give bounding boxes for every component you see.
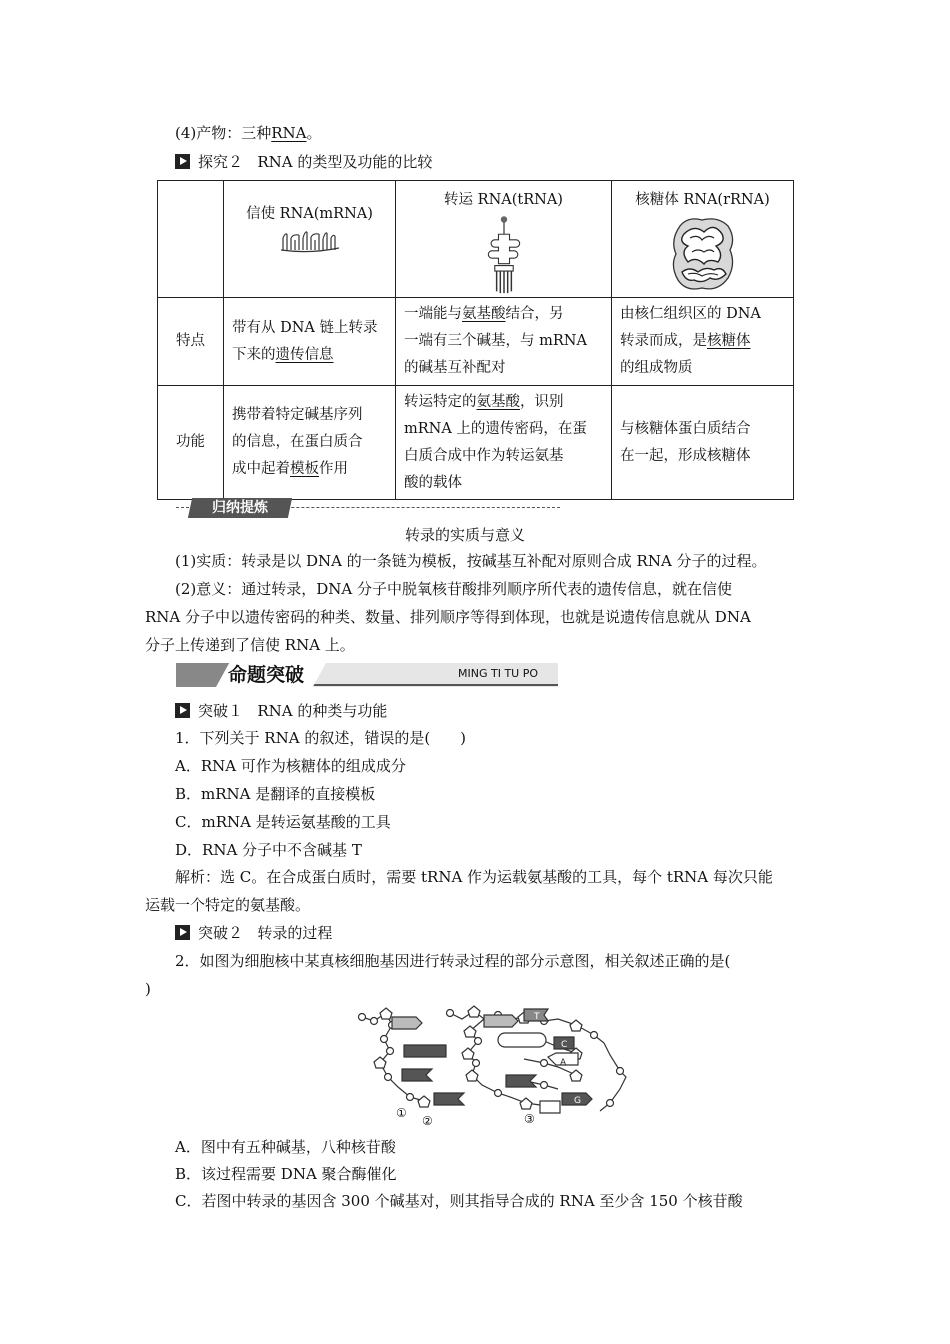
trna-header-cell: 转运 RNA(tRNA): [396, 181, 612, 298]
question1-analysis-line1: 解析：选 C。在合成蛋白质时，需要 tRNA 作为运载氨基酸的工具，每个 tRNA 每次只能: [175, 868, 773, 886]
rrna-header-cell: 核糖体 RNA(rRNA): [612, 181, 794, 298]
inquiry-heading: 探究２ RNA 的类型及功能的比较: [175, 151, 840, 173]
marker-2-label: ②: [422, 1114, 433, 1127]
question1-option-d: D．RNA 分子中不含碱基 T: [175, 841, 362, 859]
question2-option-a: A．图中有五种碱基，八种核苷酸: [175, 1138, 396, 1156]
marker-1-label: ①: [396, 1106, 407, 1120]
rrna-function-cell: 与核糖体蛋白质结合 在一起，形成核糖体: [612, 386, 794, 500]
play-triangle-icon: [175, 925, 190, 940]
base-t-label: T: [534, 1012, 540, 1022]
summary-significance-line1: (2)意义：通过转录，DNA 分子中脱氧核苷酸排列顺序所代表的遗传信息，就在信使: [175, 580, 733, 598]
question2-option-c: C．若图中转录的基因含 300 个碱基对，则其指导合成的 RNA 至少含 150 个核苷酸: [175, 1192, 743, 1210]
question2-stem-line2: ): [145, 980, 151, 998]
trna-features-cell: 一端能与氨基酸结合，另 一端有三个碱基，与 mRNA 的碱基互补配对: [396, 298, 612, 386]
question1-option-a: A．RNA 可作为核糖体的组成成分: [175, 757, 406, 775]
question1-stem: 1．下列关于 RNA 的叙述，错误的是( ): [175, 729, 467, 747]
breakthrough2-heading: 突破２ 转录的过程: [175, 922, 840, 944]
transcription-diagram: [348, 1005, 638, 1127]
base-a-label: A: [560, 1058, 567, 1068]
rrna-features-cell: 由核仁组织区的 DNA 转录而成，是核糖体 的组成物质: [612, 298, 794, 386]
trna-function-cell: 转运特定的氨基酸，识别 mRNA 上的遗传密码，在蛋 白质合成中作为转运氨基 酸的载体: [396, 386, 612, 500]
mrna-features-cell: 带有从 DNA 链上转录 下来的遗传信息: [224, 298, 396, 386]
marker-3-label: ③: [524, 1112, 535, 1126]
mrna-function-cell: 携带着特定碱基序列 的信息，在蛋白质合 成中起着模板作用: [224, 386, 396, 500]
product-line: (4)产物：三种RNA。: [175, 124, 322, 142]
summary-title: 转录的实质与意义: [404, 526, 525, 544]
question2-option-b: B．该过程需要 DNA 聚合酶催化: [175, 1165, 397, 1183]
summary-significance-line2: RNA 分子中以遗传密码的种类、数量、排列顺序等得到体现，也就是说遗传信息就从 DNA: [145, 608, 751, 626]
mrna-strand-icon: [279, 228, 341, 256]
summary-banner: [176, 498, 560, 518]
mrna-header-cell: 信使 RNA(mRNA): [224, 181, 396, 298]
base-g-label: G: [574, 1096, 581, 1106]
question1-option-c: C．mRNA 是转运氨基酸的工具: [175, 813, 391, 831]
table-header-row: [158, 181, 794, 298]
rna-comparison-table: [157, 180, 794, 500]
trna-cloverleaf-icon: [479, 214, 529, 295]
question1-option-b: B．mRNA 是翻译的直接模板: [175, 785, 376, 803]
question2-stem-line1: 2．如图为细胞核中某真核细胞基因进行转录过程的部分示意图，相关叙述正确的是(: [175, 952, 731, 970]
section-pinyin: MING TI TU PO: [458, 667, 539, 680]
breakthrough1-heading: 突破１ RNA 的种类与功能: [175, 700, 840, 722]
base-c-label: C: [561, 1040, 568, 1050]
play-triangle-icon: [175, 703, 190, 718]
row-label-features: 特点: [158, 298, 224, 386]
table-row: [158, 386, 794, 500]
row-label-function: 功能: [158, 386, 224, 500]
summary-banner-label: 归纳提炼: [188, 498, 292, 518]
summary-significance-line3: 分子上传递到了信使 RNA 上。: [145, 636, 355, 654]
summary-essence: (1)实质：转录是以 DNA 的一条链为模板，按碱基互补配对原则合成 RNA 分子的过程。: [175, 552, 767, 570]
table-row: [158, 298, 794, 386]
section-header: [176, 663, 558, 687]
empty-corner-cell: [158, 181, 224, 298]
section-title: 命题突破: [228, 664, 305, 686]
play-triangle-icon: [175, 154, 190, 169]
rrna-ribosome-icon: [668, 214, 738, 294]
question1-analysis-line2: 运载一个特定的氨基酸。: [145, 896, 311, 914]
